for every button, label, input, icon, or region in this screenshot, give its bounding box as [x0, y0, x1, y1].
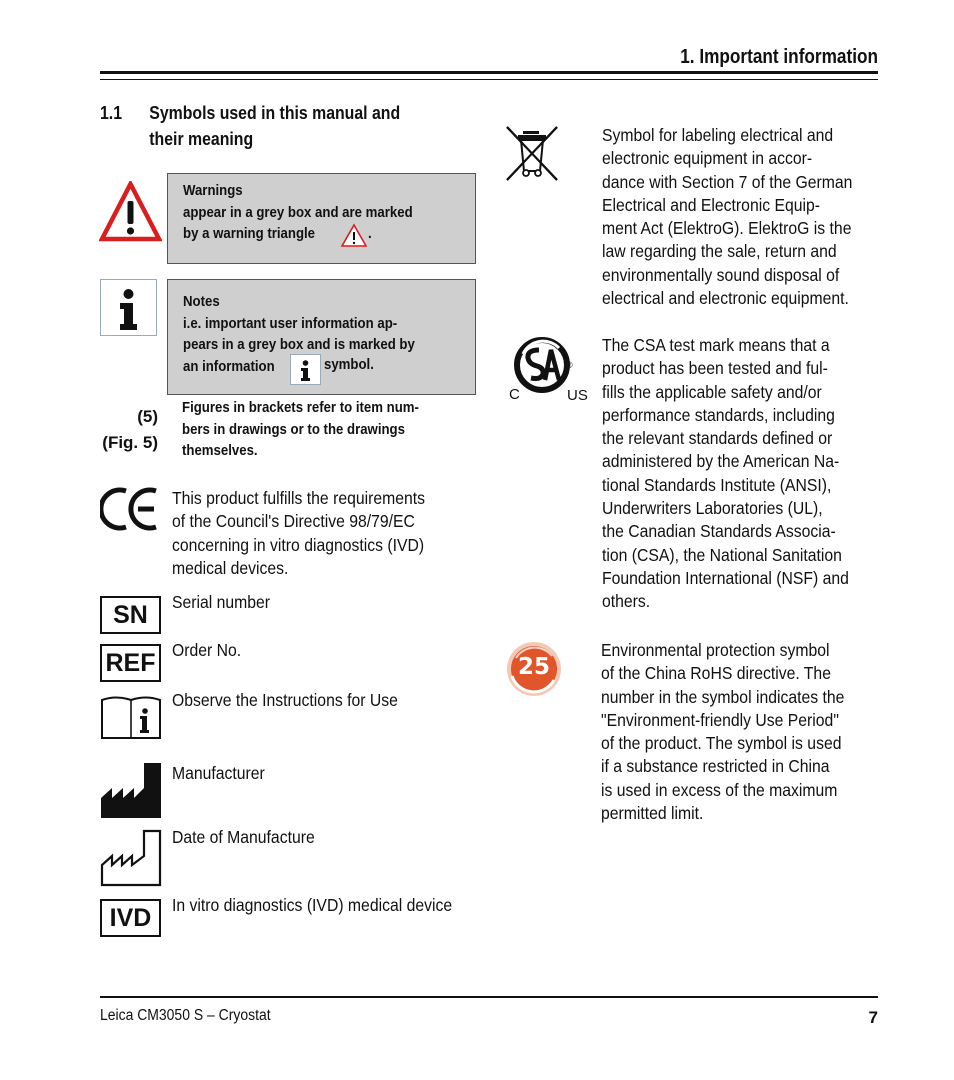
csa-c-label: C: [509, 386, 520, 403]
csa-registered-mark: ®: [566, 360, 573, 370]
date-of-manufacture-icon: [100, 829, 162, 887]
csa-us-label: US: [567, 387, 588, 404]
warnings-box: [167, 173, 476, 264]
page-number: 7: [868, 1008, 878, 1027]
serial-number-symbol: SN: [100, 596, 161, 634]
date-of-manufacture-label: Date of Manufacture: [172, 827, 315, 847]
notes-line1: i.e. important user information ap-: [183, 314, 398, 332]
footer-product-name: Leica CM3050 S – Cryostat: [100, 1007, 271, 1024]
rohs-description: Environmental protection symbol of the China RoHS directive. The number in the symbol indicates the "Environment-friendly Use Period" of the product. The symbol is used if a substance restricted in China is used in excess of the maximum permitted limit.: [601, 640, 845, 824]
ce-mark-icon: [100, 487, 160, 531]
manufacturer-icon: [100, 762, 162, 819]
weee-description: Symbol for labeling electrical and electronic equipment in accor- dance with Section 7 of the German Electrical and Electronic Equip- ment Act (ElektroG). ElektroG is the law regarding the sale, return and environmentally sound disposal of electrical and electronic equipment.: [602, 125, 853, 309]
crossed-out-wheelie-bin-icon: [503, 124, 561, 184]
figure-ref-label1: (5): [137, 407, 158, 426]
notes-line3-start: an information: [183, 357, 275, 375]
figure-ref-label2: (Fig. 5): [102, 433, 158, 452]
notes-heading: Notes: [183, 293, 220, 310]
section-number: 1.1: [100, 103, 123, 123]
csa-logo-icon: [513, 336, 571, 394]
section-heading: [100, 100, 400, 152]
order-number-label: Order No.: [172, 640, 242, 660]
section-title-line2: their meaning: [149, 129, 254, 149]
warnings-line1: appear in a grey box and are marked: [183, 203, 413, 221]
notes-line3-end: symbol.: [324, 356, 374, 373]
rohs-period-number: 25: [517, 654, 550, 680]
instructions-for-use-label: Observe the Instructions for Use: [172, 690, 398, 710]
csa-mark-icon: [505, 334, 595, 408]
information-icon: [100, 279, 157, 336]
serial-number-label: Serial number: [172, 592, 271, 612]
notes-line2: pears in a grey box and is marked by: [183, 336, 415, 353]
csa-description: The CSA test mark means that a product has been tested and ful- fills the applicable safety and/or performance standards, including the relevant standards defined or administered by the American Na- tional Standards Institute (ANSI), Underwriters Laboratories (UL), the Canadian Standards Associa- tion (CSA), the National Sanitation Foundation International (NSF) and others.: [602, 335, 849, 612]
warning-triangle-icon: [99, 181, 162, 243]
warnings-heading: Warnings: [183, 182, 243, 199]
ivd-symbol: IVD: [100, 899, 161, 937]
header-rule: [100, 71, 878, 80]
section-title-line1: Symbols used in this manual and: [149, 103, 401, 123]
china-rohs-icon: [504, 640, 564, 698]
notes-box: [167, 279, 476, 395]
page-header-title: 1. Important information: [680, 46, 878, 68]
instructions-for-use-icon: [100, 694, 162, 740]
manufacturer-label: Manufacturer: [172, 763, 265, 783]
small-information-icon: [290, 354, 321, 385]
warnings-line2-end: .: [368, 225, 372, 242]
order-number-symbol: REF: [100, 644, 161, 682]
footer-rule: [100, 996, 878, 998]
warnings-line2: by a warning triangle: [183, 225, 316, 242]
small-warning-triangle-icon: [340, 223, 368, 248]
ce-description: This product fulfills the requirements of the Council's Directive 98/79/EC concerning in vitro diagnostics (IVD) medical devices.: [172, 488, 425, 578]
figure-ref-text: Figures in brackets refer to item num- bers in drawings or to the drawings themselves.: [182, 399, 419, 459]
ivd-label: In vitro diagnostics (IVD) medical device: [172, 895, 453, 915]
